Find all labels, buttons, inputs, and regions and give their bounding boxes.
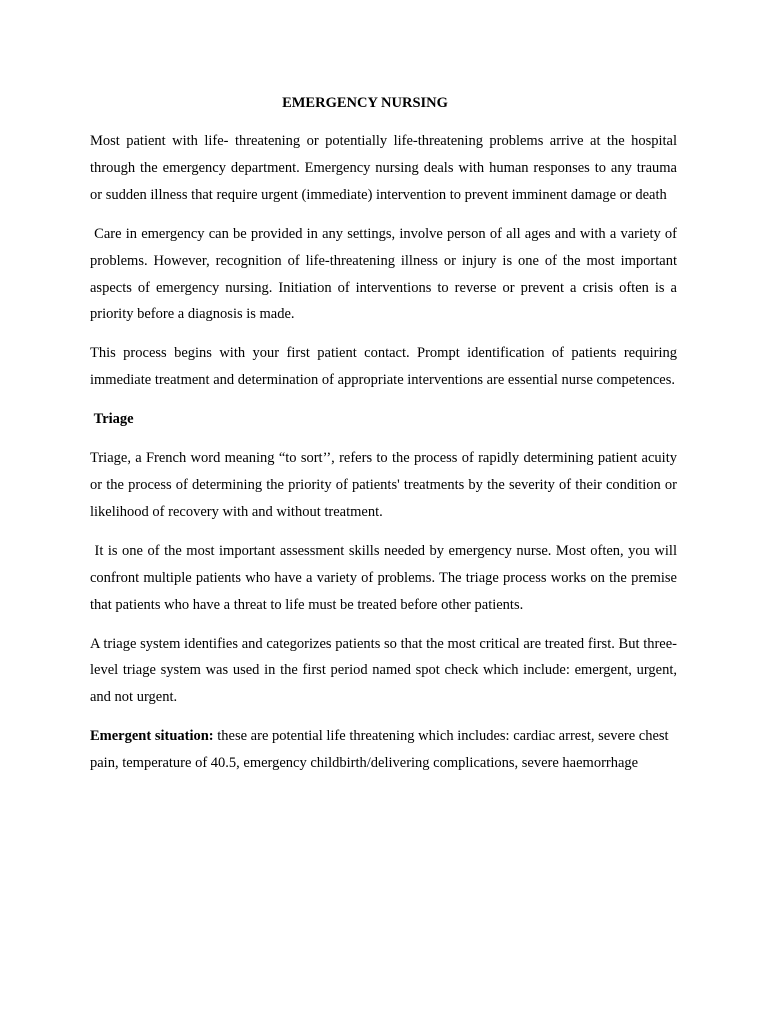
document-title: EMERGENCY NURSING [282,95,448,111]
paragraph-care-in-emergency: Care in emergency can be provided in any settings, involve person of all ages and with a variety of problems. However, recognition of life-threatening illness or injury is one of the most important aspects of emergency nursing. Initiation of interventions to reverse or prevent a crisis often is a priority before a diagnosis is made. [90,225,677,323]
paragraph-triage-definition: Triage, a French word meaning “to sort’’, refers to the process of rapidly determining patient acuity or the process of determining the priority of patients' treatments by the severity of their condition or likelihood of recovery with and without treatment. [90,450,677,520]
document-body [90,128,677,789]
paragraph-process-begins: This process begins with your first patient contact. Prompt identification of patients requiring immediate treatment and determination of appropriate interventions are essential nurse competences. [90,345,677,389]
paragraph-assessment-skills: It is one of the most important assessment skills needed by emergency nurse. Most often, you will confront multiple patients who have a variety of problems. The triage process works on the premise that patients who have a threat to life must be treated before other patients. [90,542,677,613]
paragraph-triage-system: A triage system identifies and categorizes patients so that the most critical are treated first. But three-level triage system was used in the first period named spot check which include: emergent, urgent, and not urgent. [90,635,677,706]
emergent-situation-text: these are potential life threatening which includes: cardiac arrest, severe chest pain, temperature of 40.5, emergency childbirth/delivering complications, severe haemorrhage [90,728,669,772]
paragraph-intro: Most patient with life- threatening or potentially life-threatening problems arrive at the hospital through the emergency department. Emergency nursing deals with human responses to any trauma or sudden illness that require urgent (immediate) intervention to prevent imminent damage or death [90,133,677,203]
paragraph-emergent-situation [90,723,677,777]
section-heading-triage: Triage [90,411,134,428]
emergent-situation-label: Emergent situation: [90,728,214,745]
